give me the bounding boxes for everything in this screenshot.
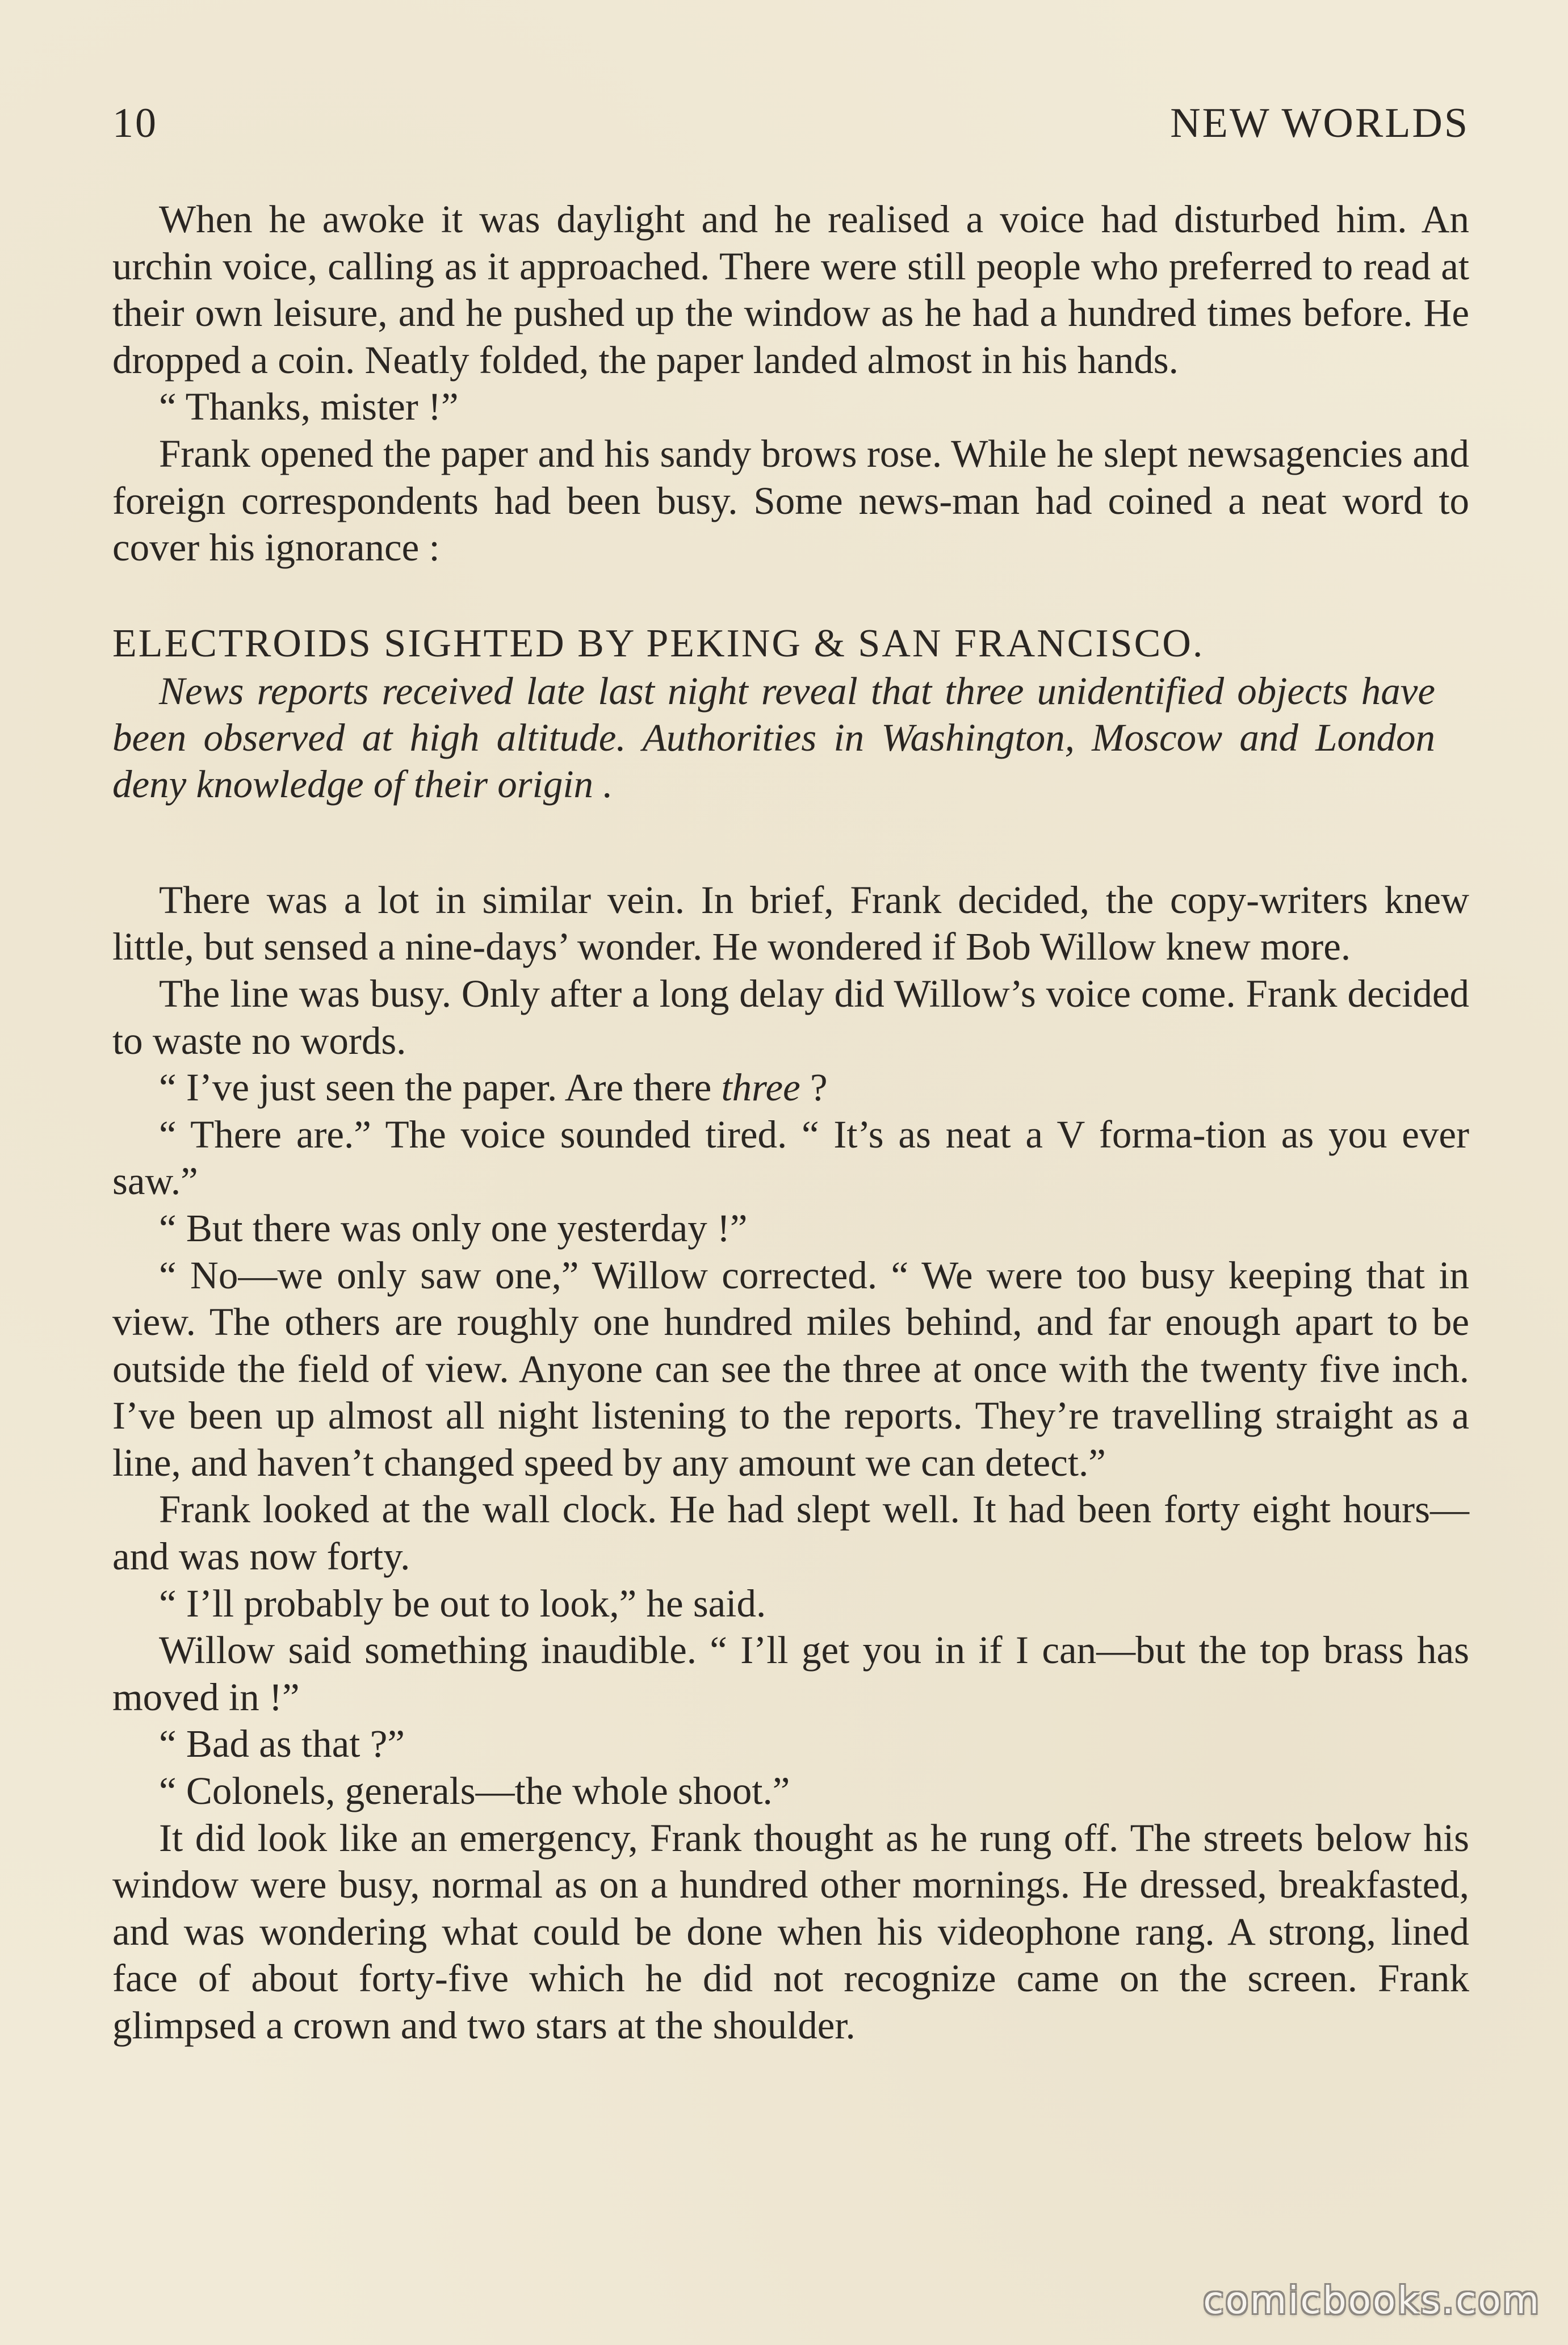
dialogue-text: “ I’ve just seen the paper. Are there bbox=[159, 1066, 722, 1109]
paragraph-inaudible: Willow said something inaudible. “ I’ll get you in if I can—but the top brass has moved in !” bbox=[112, 1628, 1469, 1719]
paragraph-bad-as-that: “ Bad as that ?” bbox=[159, 1722, 405, 1766]
running-head bbox=[112, 99, 1469, 150]
paragraph-there-are: “ There are.” The voice sounded tired. “ It’s as neat a V forma-tion as you ever saw.” bbox=[112, 1112, 1469, 1203]
paragraph-newspaper: Frank opened the paper and his sandy brows rose. While he slept newsagencies and foreign correspondents had been busy. Some news-man had coined a neat word to cover his ignorance : bbox=[112, 432, 1469, 570]
paragraph-wall-clock: Frank looked at the wall clock. He had slept well. It had been forty eight hours—and was now forty. bbox=[112, 1488, 1469, 1578]
paragraph-colonels: “ Colonels, generals—the whole shoot.” bbox=[159, 1769, 790, 1813]
dialogue-text: ? bbox=[800, 1066, 828, 1109]
paragraph-out-to-look: “ I’ll probably be out to look,” he said. bbox=[159, 1581, 766, 1625]
paragraph-thanks: “ Thanks, mister !” bbox=[159, 385, 459, 429]
paragraph-similar-vein: There was a lot in similar vein. In brief, Frank decided, the copy-writers knew little, but sensed a nine-days’ wonder. He wondered if Bob Willow knew more. bbox=[112, 878, 1469, 969]
news-report: News reports received late last night reveal that three unidentified objects have been observed at high altitude. Authorities in Washington, Moscow and London deny knowledge of their origin . bbox=[112, 669, 1435, 806]
newspaper-headline: ELECTROIDS SIGHTED BY PEKING & SAN FRANCISCO. bbox=[112, 621, 1205, 665]
site-watermark: comicbooks.com bbox=[1203, 2279, 1541, 2322]
page-number: 10 bbox=[112, 100, 158, 146]
paragraph-line-busy: The line was busy. Only after a long delay did Willow’s voice come. Frank decided to waste no words. bbox=[112, 972, 1469, 1062]
story-text bbox=[112, 196, 1469, 2049]
paragraph-only-one: “ But there was only one yesterday !” bbox=[159, 1206, 748, 1250]
paragraph-are-there-three bbox=[112, 1064, 1469, 1111]
emphasis-three: three bbox=[721, 1066, 800, 1109]
paragraph-emergency: It did look like an emergency, Frank thought as he rung off. The streets below his window were busy, normal as on a hundred other mornings. He dressed, breakfasted, and was wondering what could be done when his videophone rang. A strong, lined face of about forty-five which he did not recognize came on the screen. Frank glimpsed a crown and two stars at the shoulder. bbox=[112, 1816, 1469, 2047]
paragraph-willow-corrected: “ No—we only saw one,” Willow corrected. “ We were too busy keeping that in view. The others are roughly one hundred miles behind, and far enough apart to be outside the field of view. Anyone can see the three at once with the twenty five inch. I’ve been up almost all night listening to the reports. They’re travelling straight as a line, and haven’t changed speed by any amount we can detect.” bbox=[112, 1253, 1469, 1484]
paragraph-awakening: When he awoke it was daylight and he realised a voice had disturbed him. An urchin voice, calling as it approached. There were still people who preferred to read at their own leisure, and he pushed up the window as he had a hundred times before. He dropped a coin. Neatly folded, the paper landed almost in his hands. bbox=[112, 198, 1469, 382]
book-title: NEW WORLDS bbox=[1170, 100, 1469, 146]
